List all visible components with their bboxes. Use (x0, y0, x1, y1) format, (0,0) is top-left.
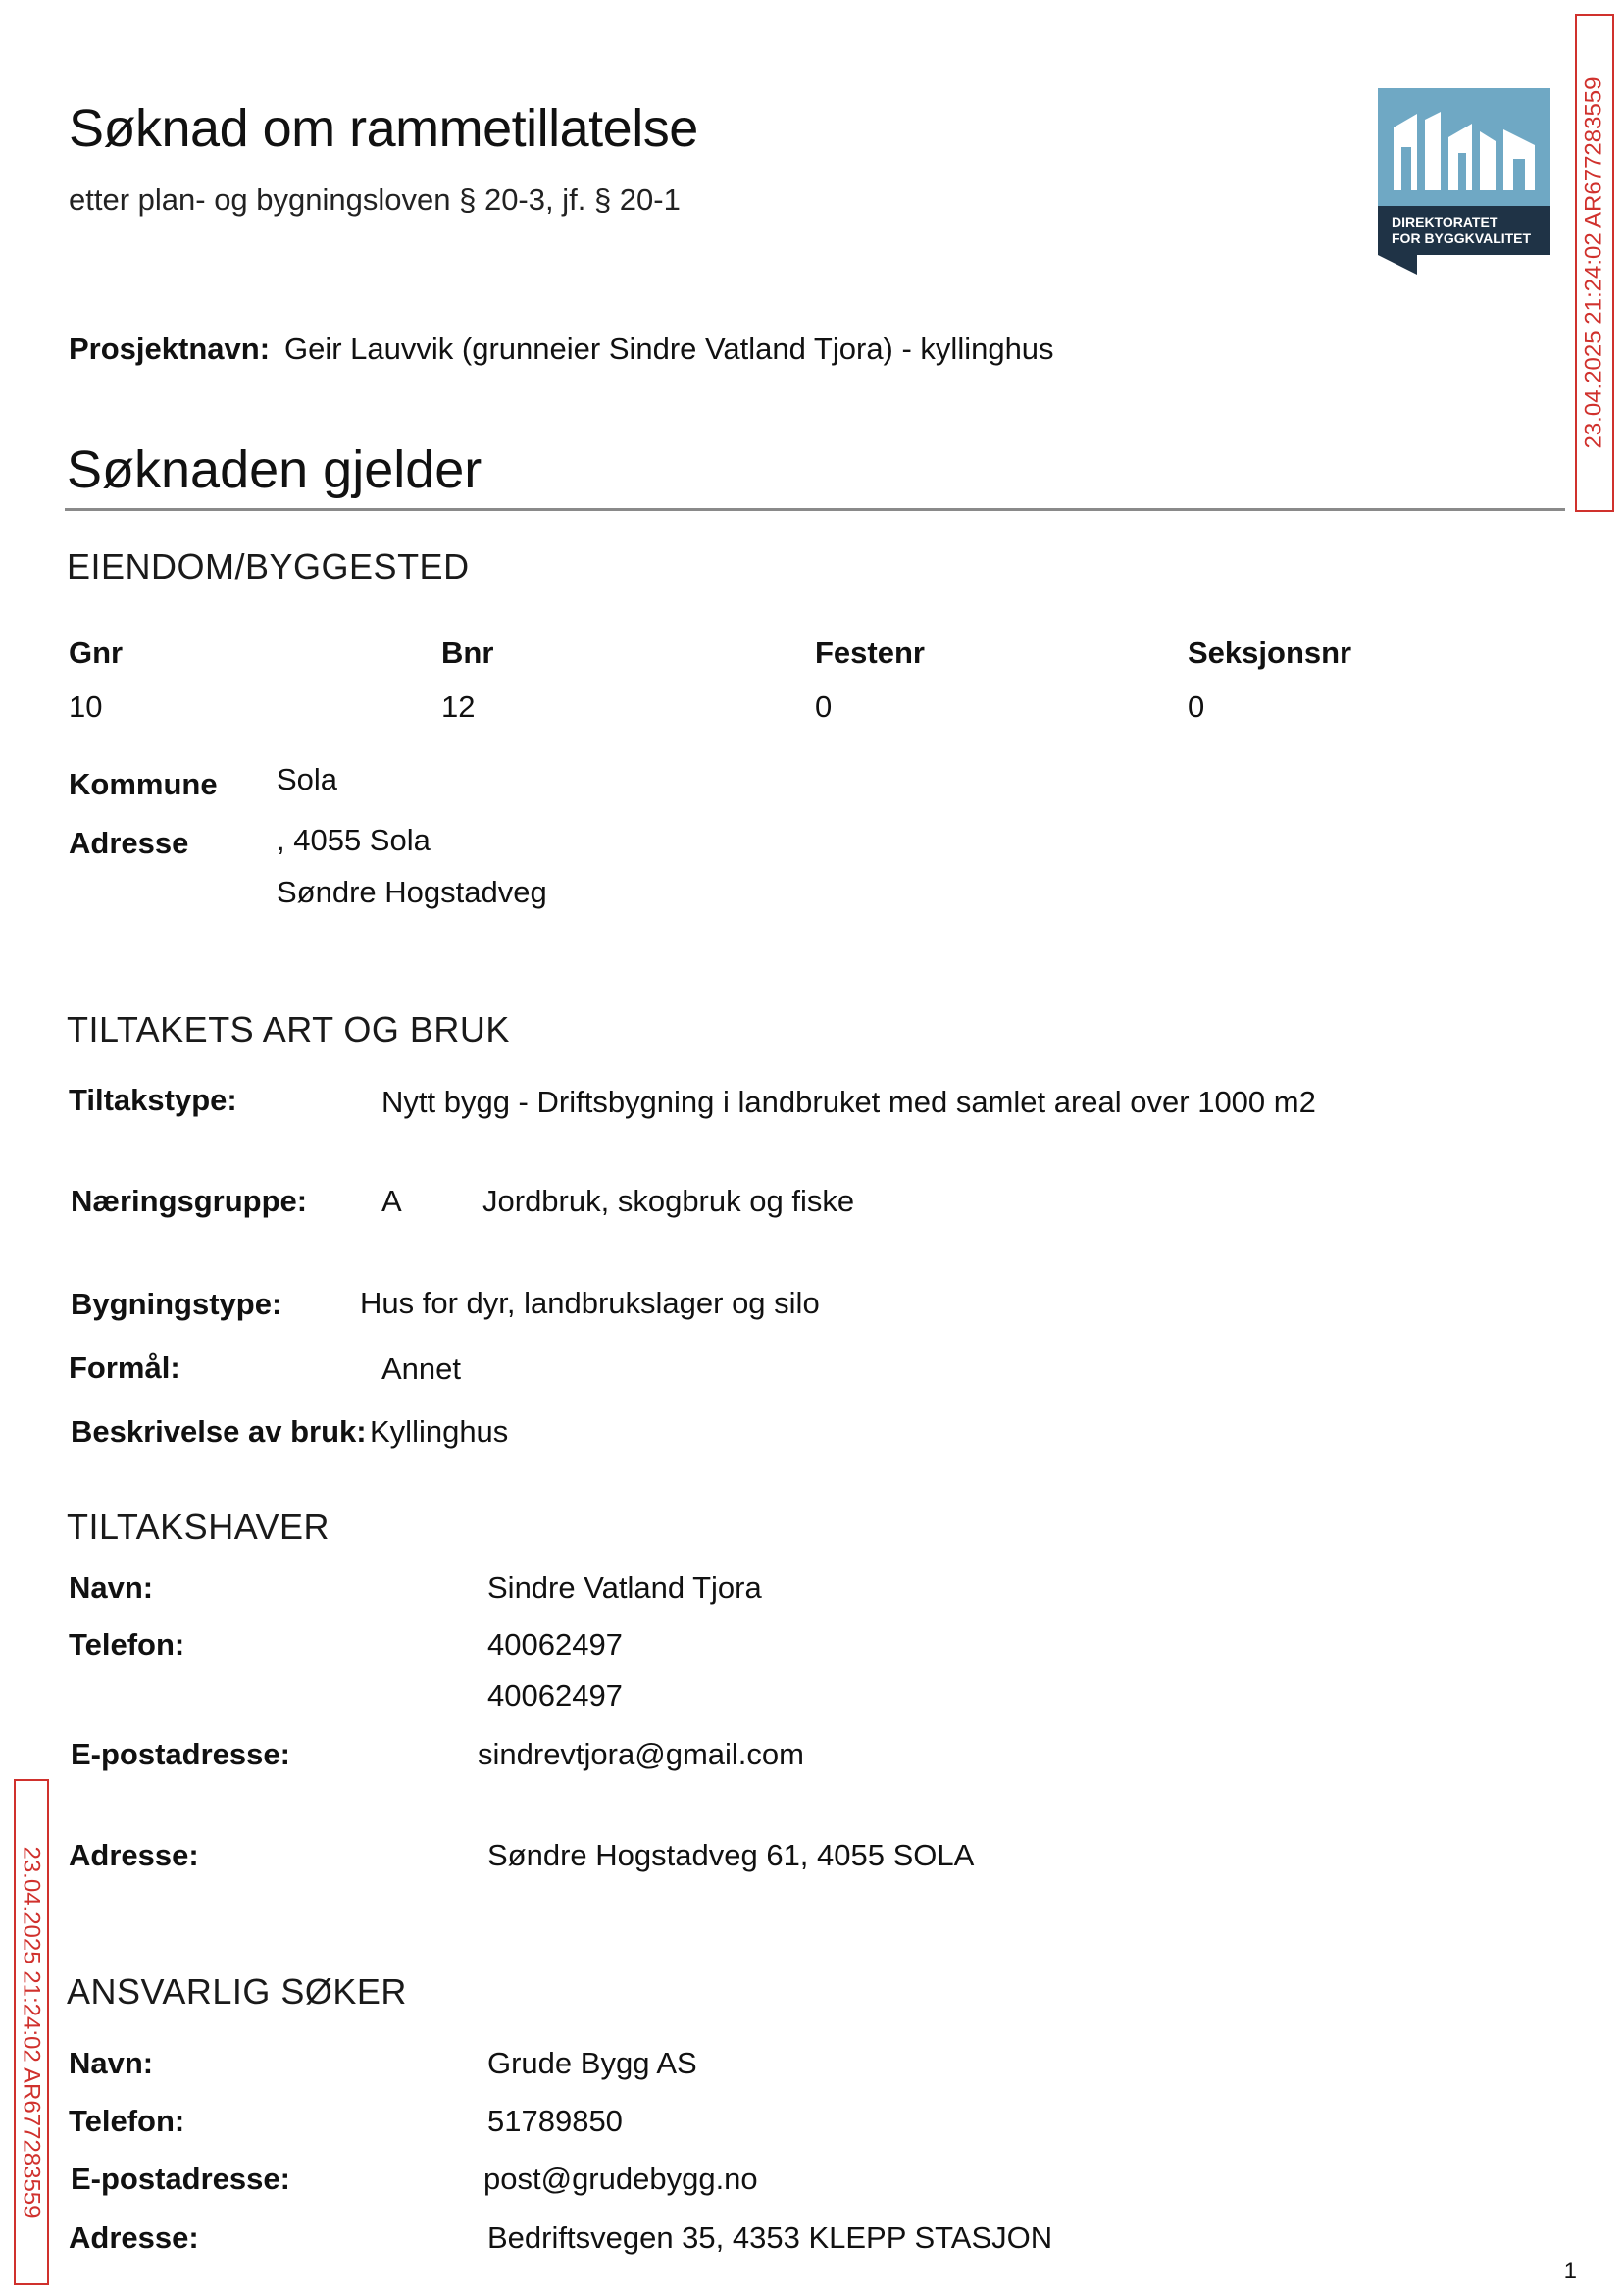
ansvarlig-phone-value: 51789850 (487, 2104, 623, 2138)
bnr-label: Bnr (441, 636, 494, 670)
property-address-label: Adresse (69, 826, 189, 860)
tiltakshaver-name-value: Sindre Vatland Tjora (487, 1570, 762, 1605)
document-subtitle: etter plan- og bygningsloven § 20-3, jf. § 20-1 (69, 182, 681, 217)
seksjonsnr-label: Seksjonsnr (1188, 636, 1352, 670)
section-title: Søknaden gjelder (67, 440, 482, 499)
formaal-value: Annet (381, 1351, 462, 1386)
timestamp-stamp-right: 23.04.2025 21:24:02 AR677283559 (1575, 14, 1614, 512)
timestamp-stamp-left: 23.04.2025 21:24:02 AR677283559 (14, 1779, 49, 2285)
ansvarlig-name-value: Grude Bygg AS (487, 2046, 697, 2080)
tiltakshaver-heading: TILTAKSHAVER (67, 1506, 330, 1547)
tiltakstype-value: Nytt bygg - Driftsbygning i landbruket med samlet areal over 1000 m2 (381, 1085, 1316, 1119)
bruk-value: Kyllinghus (370, 1414, 509, 1449)
logo-text-line2: FOR BYGGKVALITET (1392, 230, 1532, 246)
project-name-label: Prosjektnavn: (69, 331, 271, 366)
dibk-logo (1378, 88, 1550, 275)
property-address-line2: Søndre Hogstadveg (277, 875, 547, 909)
tiltakshaver-phone-value-2: 40062497 (487, 1678, 623, 1712)
tiltak-heading: TILTAKETS ART OG BRUK (67, 1009, 510, 1049)
property-address-line1: , 4055 Sola (277, 823, 431, 857)
seksjonsnr-value: 0 (1188, 689, 1205, 724)
bnr-value: 12 (441, 689, 476, 724)
ansvarlig-email-label: E-postadresse: (71, 2162, 290, 2196)
formaal-label: Formål: (69, 1351, 180, 1385)
tiltakshaver-address-value: Søndre Hogstadveg 61, 4055 SOLA (487, 1838, 975, 1872)
naeringsgruppe-label: Næringsgruppe: (71, 1184, 308, 1218)
festenr-label: Festenr (815, 636, 925, 670)
logo-text-line1: DIREKTORATET (1392, 214, 1498, 229)
gnr-value: 10 (69, 689, 103, 724)
kommune-value: Sola (277, 762, 338, 796)
tiltakshaver-email-value: sindrevtjora@gmail.com (478, 1737, 804, 1771)
tiltakshaver-name-label: Navn: (69, 1570, 154, 1605)
tiltakshaver-phone-value-1: 40062497 (487, 1627, 623, 1661)
gnr-label: Gnr (69, 636, 124, 670)
ansvarlig-address-label: Adresse: (69, 2220, 199, 2255)
tiltakstype-label: Tiltakstype: (69, 1083, 237, 1117)
tiltakshaver-phone-label: Telefon: (69, 1627, 185, 1661)
bruk-label: Beskrivelse av bruk: (71, 1414, 367, 1449)
tiltakshaver-email-label: E-postadresse: (71, 1737, 290, 1771)
ansvarlig-name-label: Navn: (69, 2046, 154, 2080)
tiltakshaver-address-label: Adresse: (69, 1838, 199, 1872)
page-number: 1 (1563, 2258, 1577, 2284)
property-heading: EIENDOM/BYGGESTED (67, 546, 470, 586)
bygningstype-label: Bygningstype: (71, 1287, 282, 1321)
bygningstype-value: Hus for dyr, landbrukslager og silo (360, 1286, 820, 1320)
document-title: Søknad om rammetillatelse (69, 99, 698, 158)
ansvarlig-phone-label: Telefon: (69, 2104, 185, 2138)
kommune-label: Kommune (69, 767, 218, 801)
naeringsgruppe-value: Jordbruk, skogbruk og fiske (482, 1184, 855, 1218)
naeringsgruppe-code: A (381, 1184, 402, 1218)
section-divider (65, 508, 1565, 511)
dibk-logo-icon (1378, 88, 1550, 275)
ansvarlig-email-value: post@grudebygg.no (483, 2162, 758, 2196)
project-name-value: Geir Lauvvik (grunneier Sindre Vatland Tjora) - kyllinghus (284, 331, 1054, 366)
ansvarlig-soker-heading: ANSVARLIG SØKER (67, 1971, 407, 2012)
festenr-value: 0 (815, 689, 833, 724)
ansvarlig-address-value: Bedriftsvegen 35, 4353 KLEPP STASJON (487, 2220, 1053, 2255)
